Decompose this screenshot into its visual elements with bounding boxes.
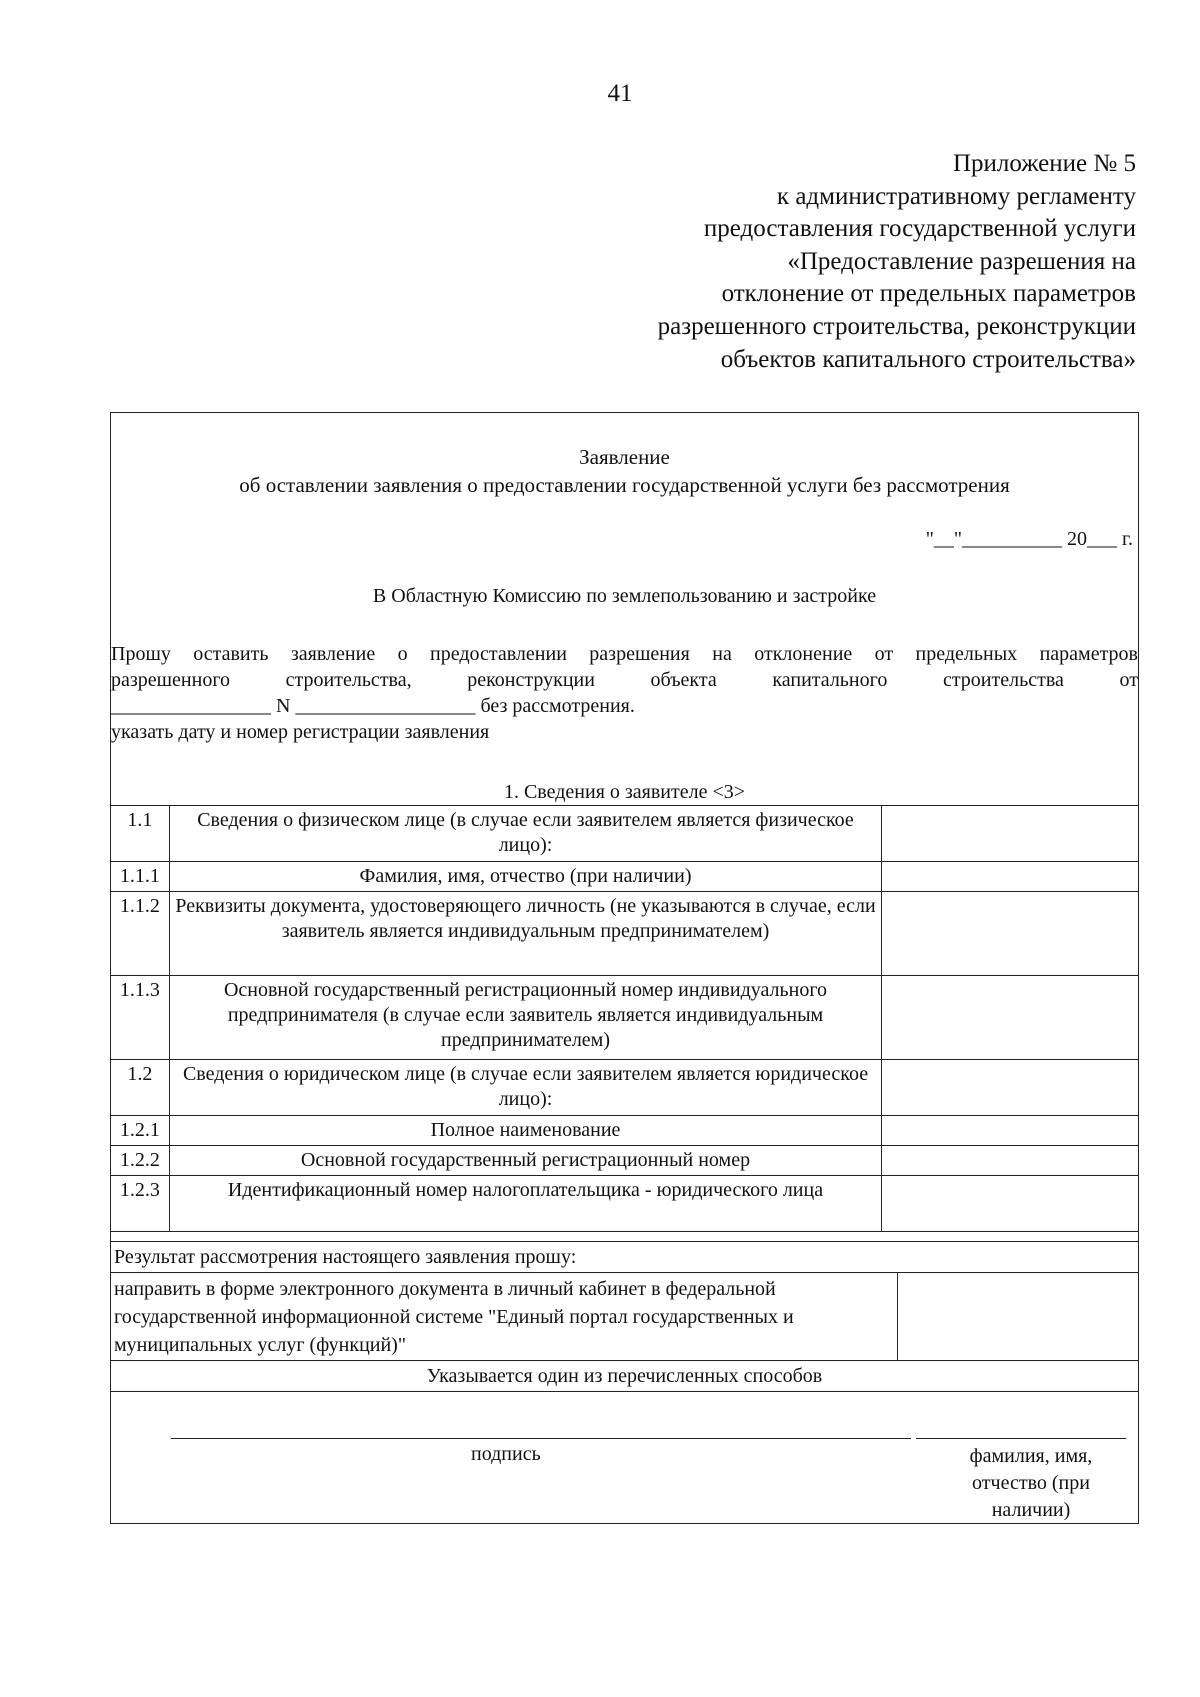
row-label: Основной государственный регистрационный номер индивидуального предпринимателя (в случае если заявитель является индивидуальным предпринимателем) bbox=[169, 976, 881, 1060]
table-row bbox=[111, 862, 1139, 892]
row-number: 1.1 bbox=[111, 806, 170, 862]
row-label: Сведения о физическом лице (в случае если заявителем является физическое лицо): bbox=[169, 806, 881, 862]
table-row bbox=[111, 1242, 1139, 1273]
request-line-fields[interactable]: ________________ N __________________ без рассмотрения. bbox=[111, 695, 635, 717]
form-subtitle: об оставлении заявления о предоставлении государственной услуги без рассмотрения bbox=[239, 473, 1010, 497]
table-row bbox=[111, 1361, 1139, 1392]
row-number: 1.2.2 bbox=[111, 1146, 170, 1176]
request-line: Прошу оставить заявление о предоставлении разрешения на отклонение от предельных параметров bbox=[111, 643, 1138, 665]
row-value-field[interactable] bbox=[882, 892, 1139, 976]
row-number: 1.1.2 bbox=[111, 892, 170, 976]
row-label: Фамилия, имя, отчество (при наличии) bbox=[169, 862, 881, 892]
row-label: Полное наименование bbox=[169, 1116, 881, 1146]
row-number: 1.1.3 bbox=[111, 976, 170, 1060]
addressee: В Областную Комиссию по землепользованию и застройке bbox=[372, 585, 877, 607]
form-title bbox=[111, 443, 1138, 499]
appendix-line: объектов капитального строительства» bbox=[720, 345, 1136, 373]
result-option-label: направить в форме электронного документа в личный кабинет в федеральной государственной информационной системе "Единый портал государственных и муниципальных услуг (функций)" bbox=[111, 1273, 898, 1361]
row-value-field[interactable] bbox=[882, 806, 1139, 862]
row-value-field[interactable] bbox=[882, 1060, 1139, 1116]
row-value-field[interactable] bbox=[882, 1176, 1139, 1232]
row-number: 1.2 bbox=[111, 1060, 170, 1116]
result-method-table bbox=[110, 1241, 1139, 1392]
applicant-info-table bbox=[110, 805, 1139, 1232]
table-row bbox=[111, 806, 1139, 862]
fio-line[interactable] bbox=[916, 1438, 1126, 1439]
appendix-line: отклонение от предельных параметров bbox=[721, 280, 1136, 308]
row-label: Реквизиты документа, удостоверяющего личность (не указываются в случае, если заявитель является индивидуальным предпринимателем) bbox=[169, 892, 881, 976]
result-header: Результат рассмотрения настоящего заявления прошу: bbox=[111, 1242, 1139, 1273]
page-number: 41 bbox=[607, 80, 633, 107]
row-value-field[interactable] bbox=[882, 1116, 1139, 1146]
result-note: Указывается один из перечисленных способов bbox=[111, 1361, 1139, 1392]
row-value-field[interactable] bbox=[882, 862, 1139, 892]
form-title-main: Заявление bbox=[579, 445, 670, 469]
row-number: 1.2.3 bbox=[111, 1176, 170, 1232]
date-field[interactable]: "__"__________ 20___ г. bbox=[925, 528, 1133, 550]
signature-caption: подпись bbox=[471, 1443, 541, 1465]
application-form bbox=[110, 412, 1139, 1524]
request-line: разрешенного строительства, реконструкции объекта капитального строительства от bbox=[111, 669, 1138, 691]
fio-caption: фамилия, имя, отчество (при наличии) bbox=[969, 1445, 1093, 1521]
row-number: 1.2.1 bbox=[111, 1116, 170, 1146]
section-title: 1. Сведения о заявителе <3> bbox=[503, 781, 746, 803]
row-value-field[interactable] bbox=[882, 976, 1139, 1060]
table-row bbox=[111, 1116, 1139, 1146]
signature-line[interactable] bbox=[171, 1438, 911, 1439]
row-label: Идентификационный номер налогоплательщика - юридического лица bbox=[169, 1176, 881, 1232]
result-option-checkbox[interactable] bbox=[898, 1273, 1139, 1361]
appendix-line: разрешенного строительства, реконструкции bbox=[657, 312, 1136, 340]
table-row bbox=[111, 1273, 1139, 1361]
appendix-line: «Предоставление разрешения на bbox=[787, 247, 1136, 275]
appendix-line: Приложение № 5 bbox=[952, 150, 1136, 177]
appendix-line: предоставления государственной услуги bbox=[703, 215, 1136, 243]
table-row bbox=[111, 976, 1139, 1060]
table-row bbox=[111, 1060, 1139, 1116]
row-label: Сведения о юридическом лице (в случае если заявителем является юридическое лицо): bbox=[169, 1060, 881, 1116]
appendix-line: к административному регламенту bbox=[776, 182, 1136, 210]
table-row bbox=[111, 892, 1139, 976]
appendix-header bbox=[496, 148, 1136, 376]
registration-note: указать дату и номер регистрации заявления bbox=[111, 721, 490, 743]
table-row bbox=[111, 1146, 1139, 1176]
request-text bbox=[111, 641, 1138, 719]
table-row bbox=[111, 1176, 1139, 1232]
row-value-field[interactable] bbox=[882, 1146, 1139, 1176]
row-number: 1.1.1 bbox=[111, 862, 170, 892]
row-label: Основной государственный регистрационный номер bbox=[169, 1146, 881, 1176]
